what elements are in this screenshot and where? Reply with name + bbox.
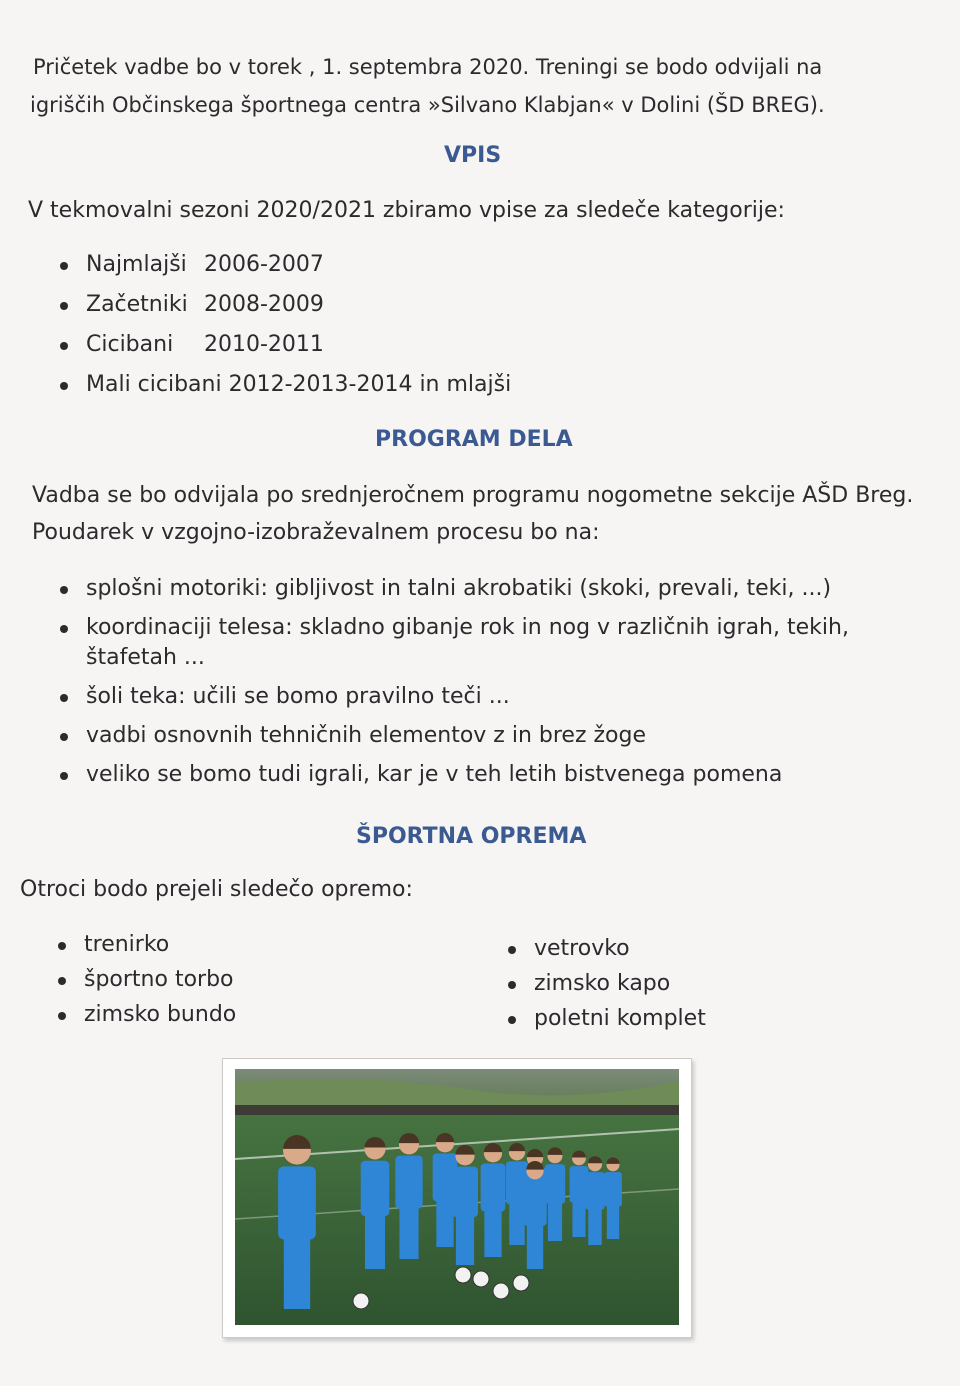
category-name: Mali cicibani [86,372,222,397]
list-item [56,250,511,280]
program-item: veliko se bomo tudi igrali, kar je v teh letih bistvenega pomena [86,762,783,787]
team-photo [235,1069,679,1325]
oprema-heading: ŠPORTNA OPREMA [356,824,587,849]
equipment-item: zimsko kapo [534,971,671,996]
list-item [54,965,236,995]
intro-line-1: Pričetek vadbe bo v torek , 1. septembra 2020. Treningi se bodo odvijali na [33,55,823,79]
program-item: splošni motoriki: gibljivost in talni akrobatiki (skoki, prevali, teki, ...) [86,576,832,601]
list-item [56,721,849,751]
list-item [56,290,511,320]
list-item [504,969,706,999]
team-photo-frame [222,1058,692,1338]
program-heading: PROGRAM DELA [375,427,573,452]
category-name: Začetniki [86,292,188,317]
equipment-item: športno torbo [84,967,234,992]
category-years: 2008-2009 [204,292,324,317]
intro-line-2: igriščih Občinskega športnega centra »Silvano Klabjan« v Dolini (ŠD BREG). [30,93,825,117]
category-years: 2006-2007 [204,252,324,277]
list-item [56,682,849,712]
program-list [56,574,849,790]
football [455,1267,471,1283]
program-item: vadbi osnovnih tehničnih elementov z in brez žoge [86,723,647,748]
category-years: 2012-2013-2014 in mlajši [228,372,512,397]
list-item [56,330,511,360]
vpis-lead: V tekmovalni sezoni 2020/2021 zbiramo vpise za sledeče kategorije: [28,198,785,223]
list-item [56,760,849,790]
equipment-list-left [54,930,236,1030]
list-item [54,930,236,960]
category-list [56,250,511,400]
list-item [54,1000,236,1030]
football [353,1293,369,1309]
equipment-item: trenirko [84,932,170,957]
equipment-list-right [504,934,706,1034]
list-item [56,574,849,604]
list-item [504,1004,706,1034]
program-item: šoli teka: učili se bomo pravilno teči ... [86,684,510,709]
oprema-lead: Otroci bodo prejeli sledečo opremo: [20,877,413,902]
football [513,1275,529,1291]
football [493,1283,509,1299]
category-name: Najmlajši [86,252,187,277]
program-item: koordinaciji telesa: skladno gibanje rok in nog v različnih igrah, tekih, [86,615,849,640]
list-item [56,613,849,673]
equipment-item: poletni komplet [534,1006,706,1031]
vpis-heading: VPIS [444,143,502,168]
list-item [504,934,706,964]
equipment-item: zimsko bundo [84,1002,237,1027]
category-name: Cicibani [86,332,174,357]
program-lead-2: Poudarek v vzgojno-izobraževalnem procesu bo na: [32,520,600,545]
category-years: 2010-2011 [204,332,324,357]
football [473,1271,489,1287]
program-lead-1: Vadba se bo odvijala po srednjeročnem programu nogometne sekcije AŠD Breg. [32,483,914,508]
list-item [56,370,511,400]
program-item-continuation: štafetah ... [86,645,205,670]
equipment-item: vetrovko [534,936,630,961]
